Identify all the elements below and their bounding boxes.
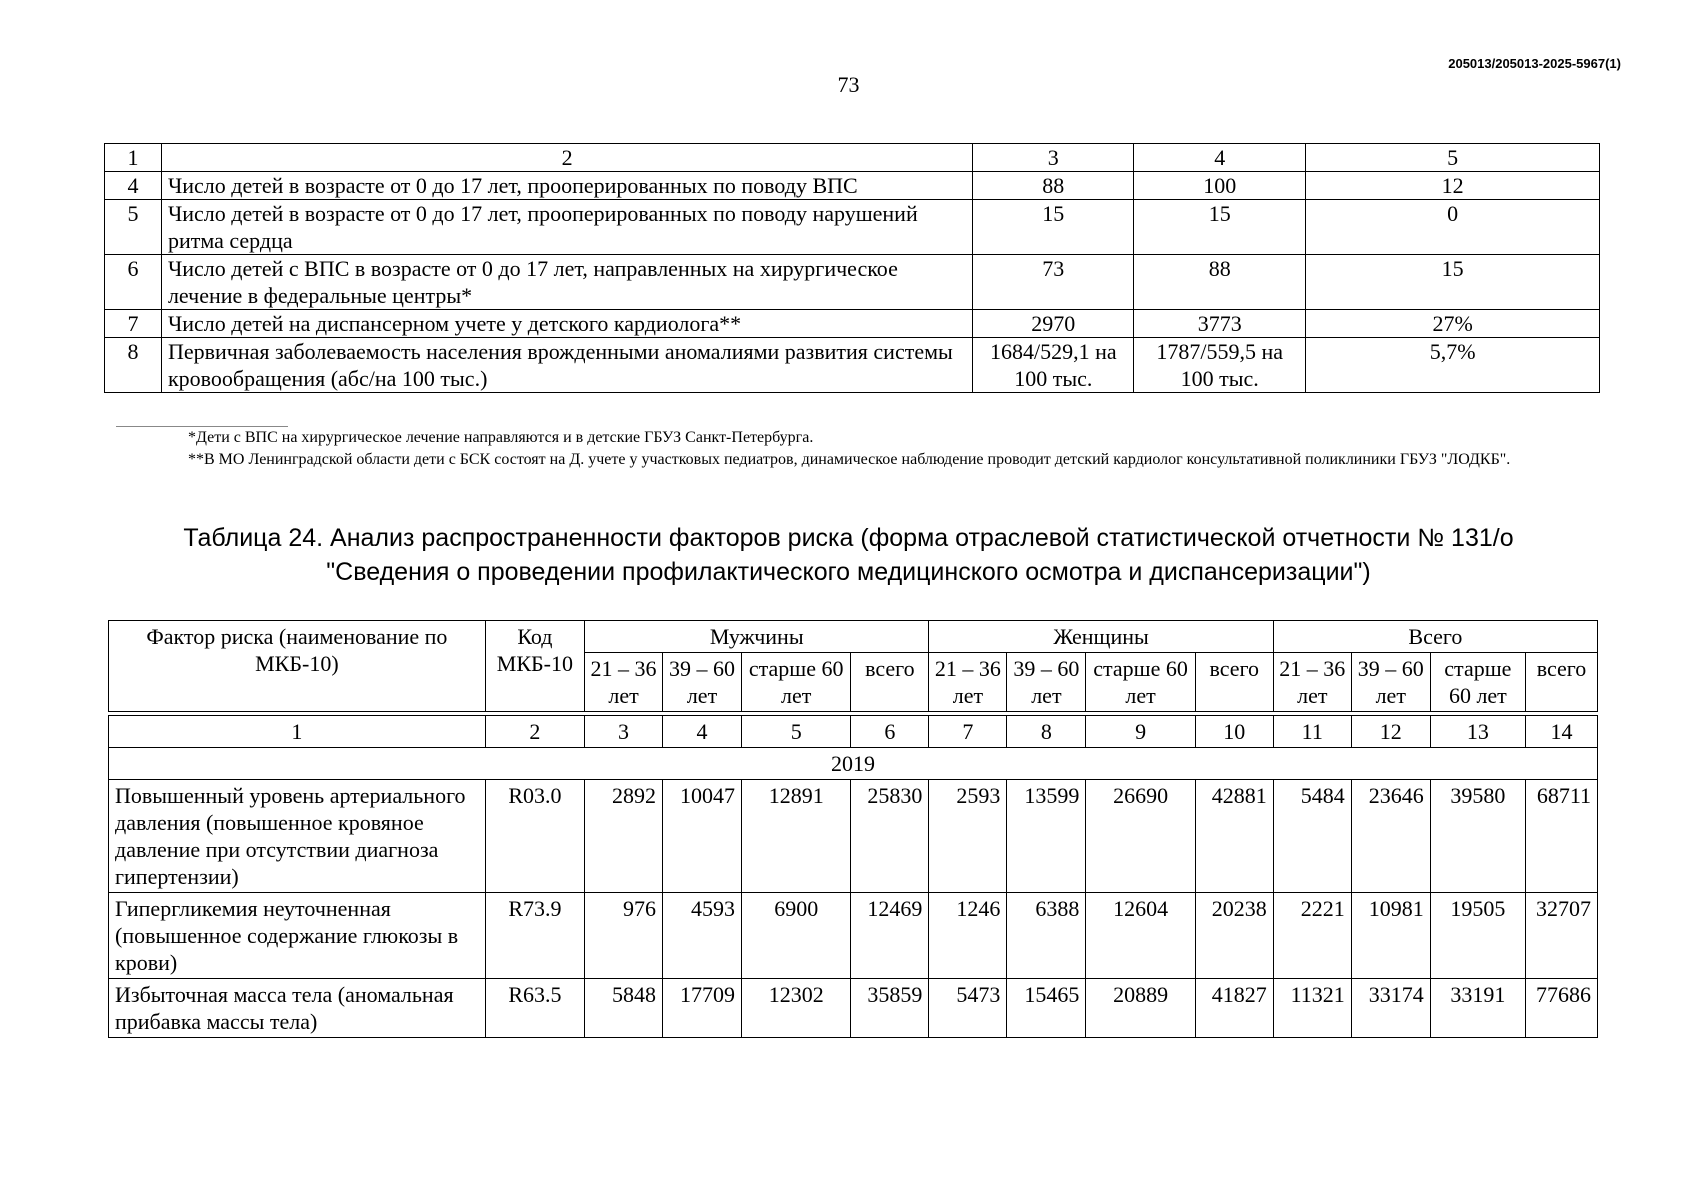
header-age: 21 – 36 лет (585, 653, 663, 712)
col-number: 5 (742, 716, 851, 748)
cell-value: 5473 (929, 979, 1007, 1038)
col-number: 10 (1195, 716, 1273, 748)
icd-code: R73.9 (485, 893, 584, 979)
cell-value: 17709 (663, 979, 742, 1038)
cell-value: 1787/559,5 на 100 тыс. (1134, 338, 1306, 393)
col-number: 6 (851, 716, 929, 748)
cell-value: 15 (1134, 200, 1306, 255)
cell-value: 13599 (1007, 780, 1086, 893)
cell-value: 88 (973, 172, 1134, 200)
table-row (109, 780, 1598, 893)
cardiology-table (104, 143, 1600, 393)
cell-value: 976 (585, 893, 663, 979)
cell-value: 12302 (742, 979, 851, 1038)
cell-value: 26690 (1086, 780, 1195, 893)
cell-value: 20238 (1195, 893, 1273, 979)
cell-value: 39580 (1430, 780, 1525, 893)
column-number-row (109, 716, 1598, 748)
risk-factor-table (108, 620, 1598, 1038)
col-number: 4 (663, 716, 742, 748)
caption-line: Таблица 24. Анализ распространенности факторов риска (форма отраслевой статистической отчетности № 131/о (183, 524, 1514, 552)
col-number: 11 (1273, 716, 1351, 748)
cell-value: 35859 (851, 979, 929, 1038)
row-number: 5 (105, 200, 162, 255)
col-number: 9 (1086, 716, 1195, 748)
cell-value: 88 (1134, 255, 1306, 310)
footnote: *Дети с ВПС на хирургическое лечение направляются и в детские ГБУЗ Санкт-Петербурга. (188, 429, 814, 446)
icd-code: R03.0 (485, 780, 584, 893)
table-row (105, 310, 1600, 338)
cell-value: 42881 (1195, 780, 1273, 893)
cell-value: 12 (1306, 172, 1600, 200)
cell-value: 5,7% (1306, 338, 1600, 393)
col-number: 3 (585, 716, 663, 748)
col-number: 7 (929, 716, 1007, 748)
cell-value: 32707 (1525, 893, 1597, 979)
header-age: 39 – 60 лет (1007, 653, 1086, 712)
cell-value: 25830 (851, 780, 929, 893)
header-age: 21 – 36 лет (1273, 653, 1351, 712)
document-id: 205013/205013-2025-5967(1) (1448, 56, 1621, 71)
table-row (105, 255, 1600, 310)
row-label: Число детей в возрасте от 0 до 17 лет, прооперированных по поводу ВПС (161, 172, 972, 200)
cell-value: 27% (1306, 310, 1600, 338)
cell-value: 10981 (1351, 893, 1430, 979)
col-number: 2 (485, 716, 584, 748)
table-row (105, 172, 1600, 200)
table-caption (0, 521, 1697, 589)
cell-value: 73 (973, 255, 1134, 310)
col-number: 14 (1525, 716, 1597, 748)
table-row (109, 979, 1598, 1038)
header-total: Всего (1273, 621, 1597, 653)
row-number: 4 (105, 172, 162, 200)
header-all: всего (1195, 653, 1273, 712)
table-row (105, 338, 1600, 393)
header-age: старше 60 лет (742, 653, 851, 712)
cell-value: 11321 (1273, 979, 1351, 1038)
factor-name: Гипергликемия неуточненная (повышенное содержание глюкозы в крови) (109, 893, 486, 979)
row-label: Число детей с ВПС в возрасте от 0 до 17 лет, направленных на хирургическое лечение в федеральные центры* (161, 255, 972, 310)
cell-value: 2970 (973, 310, 1134, 338)
header-all: всего (1525, 653, 1597, 712)
header-age: 39 – 60 лет (1351, 653, 1430, 712)
row-label: Число детей на диспансерном учете у детского кардиолога** (161, 310, 972, 338)
cell-value: 100 (1134, 172, 1306, 200)
cell-value: 77686 (1525, 979, 1597, 1038)
header-code: Код МКБ-10 (485, 621, 584, 712)
header-age: 39 – 60 лет (663, 653, 742, 712)
cell-value: 12469 (851, 893, 929, 979)
header-age: старше 60 лет (1430, 653, 1525, 712)
cell-value: 2593 (929, 780, 1007, 893)
cell-value: 23646 (1351, 780, 1430, 893)
cell-value: 6388 (1007, 893, 1086, 979)
factor-name: Повышенный уровень артериального давления (повышенное кровяное давление при отсутствии диагноза гипертензии) (109, 780, 486, 893)
col-number: 8 (1007, 716, 1086, 748)
table-row (105, 200, 1600, 255)
cell-value: 2221 (1273, 893, 1351, 979)
col-number: 1 (109, 716, 486, 748)
cell-value: 20889 (1086, 979, 1195, 1038)
footnotes (114, 427, 1594, 471)
year-label: 2019 (109, 748, 1598, 780)
cell-value: 10047 (663, 780, 742, 893)
row-label: Число детей в возрасте от 0 до 17 лет, прооперированных по поводу нарушений ритма сердца (161, 200, 972, 255)
col-number: 13 (1430, 716, 1525, 748)
cell-value: 15 (973, 200, 1134, 255)
col-number: 2 (161, 144, 972, 172)
cell-value: 12604 (1086, 893, 1195, 979)
header-row (109, 621, 1598, 653)
header-men: Мужчины (585, 621, 929, 653)
year-row (109, 748, 1598, 780)
header-age: старше 60 лет (1086, 653, 1195, 712)
cell-value: 1246 (929, 893, 1007, 979)
cell-value: 3773 (1134, 310, 1306, 338)
cell-value: 33174 (1351, 979, 1430, 1038)
cell-value: 4593 (663, 893, 742, 979)
row-number: 7 (105, 310, 162, 338)
table-row (109, 893, 1598, 979)
cell-value: 15465 (1007, 979, 1086, 1038)
col-number: 12 (1351, 716, 1430, 748)
factor-name: Избыточная масса тела (аномальная прибавка массы тела) (109, 979, 486, 1038)
cell-value: 5484 (1273, 780, 1351, 893)
header-all: всего (851, 653, 929, 712)
cell-value: 2892 (585, 780, 663, 893)
col-number: 5 (1306, 144, 1600, 172)
col-number: 4 (1134, 144, 1306, 172)
footnote: **В МО Ленинградской области дети с БСК состоят на Д. учете у участковых педиатров, динамическое наблюдение проводит детский кардиолог консультативной поликлиники ГБУЗ "ЛОДКБ". (188, 451, 1511, 468)
header-women: Женщины (929, 621, 1273, 653)
cell-value: 41827 (1195, 979, 1273, 1038)
cell-value: 33191 (1430, 979, 1525, 1038)
icd-code: R63.5 (485, 979, 584, 1038)
cell-value: 1684/529,1 на 100 тыс. (973, 338, 1134, 393)
cell-value: 15 (1306, 255, 1600, 310)
page-number: 73 (837, 72, 860, 97)
cell-value: 5848 (585, 979, 663, 1038)
table-header-row (105, 144, 1600, 172)
header-age: 21 – 36 лет (929, 653, 1007, 712)
cell-value: 0 (1306, 200, 1600, 255)
cell-value: 12891 (742, 780, 851, 893)
row-label: Первичная заболеваемость населения врожденными аномалиями развития системы кровообращения (абс/на 100 тыс.) (161, 338, 972, 393)
header-factor: Фактор риска (наименование по МКБ-10) (109, 621, 486, 712)
cell-value: 68711 (1525, 780, 1597, 893)
cell-value: 19505 (1430, 893, 1525, 979)
caption-line: "Сведения о проведении профилактического медицинского осмотра и диспансеризации") (326, 558, 1371, 586)
col-number: 3 (973, 144, 1134, 172)
row-number: 6 (105, 255, 162, 310)
col-number: 1 (105, 144, 162, 172)
cell-value: 6900 (742, 893, 851, 979)
row-number: 8 (105, 338, 162, 393)
